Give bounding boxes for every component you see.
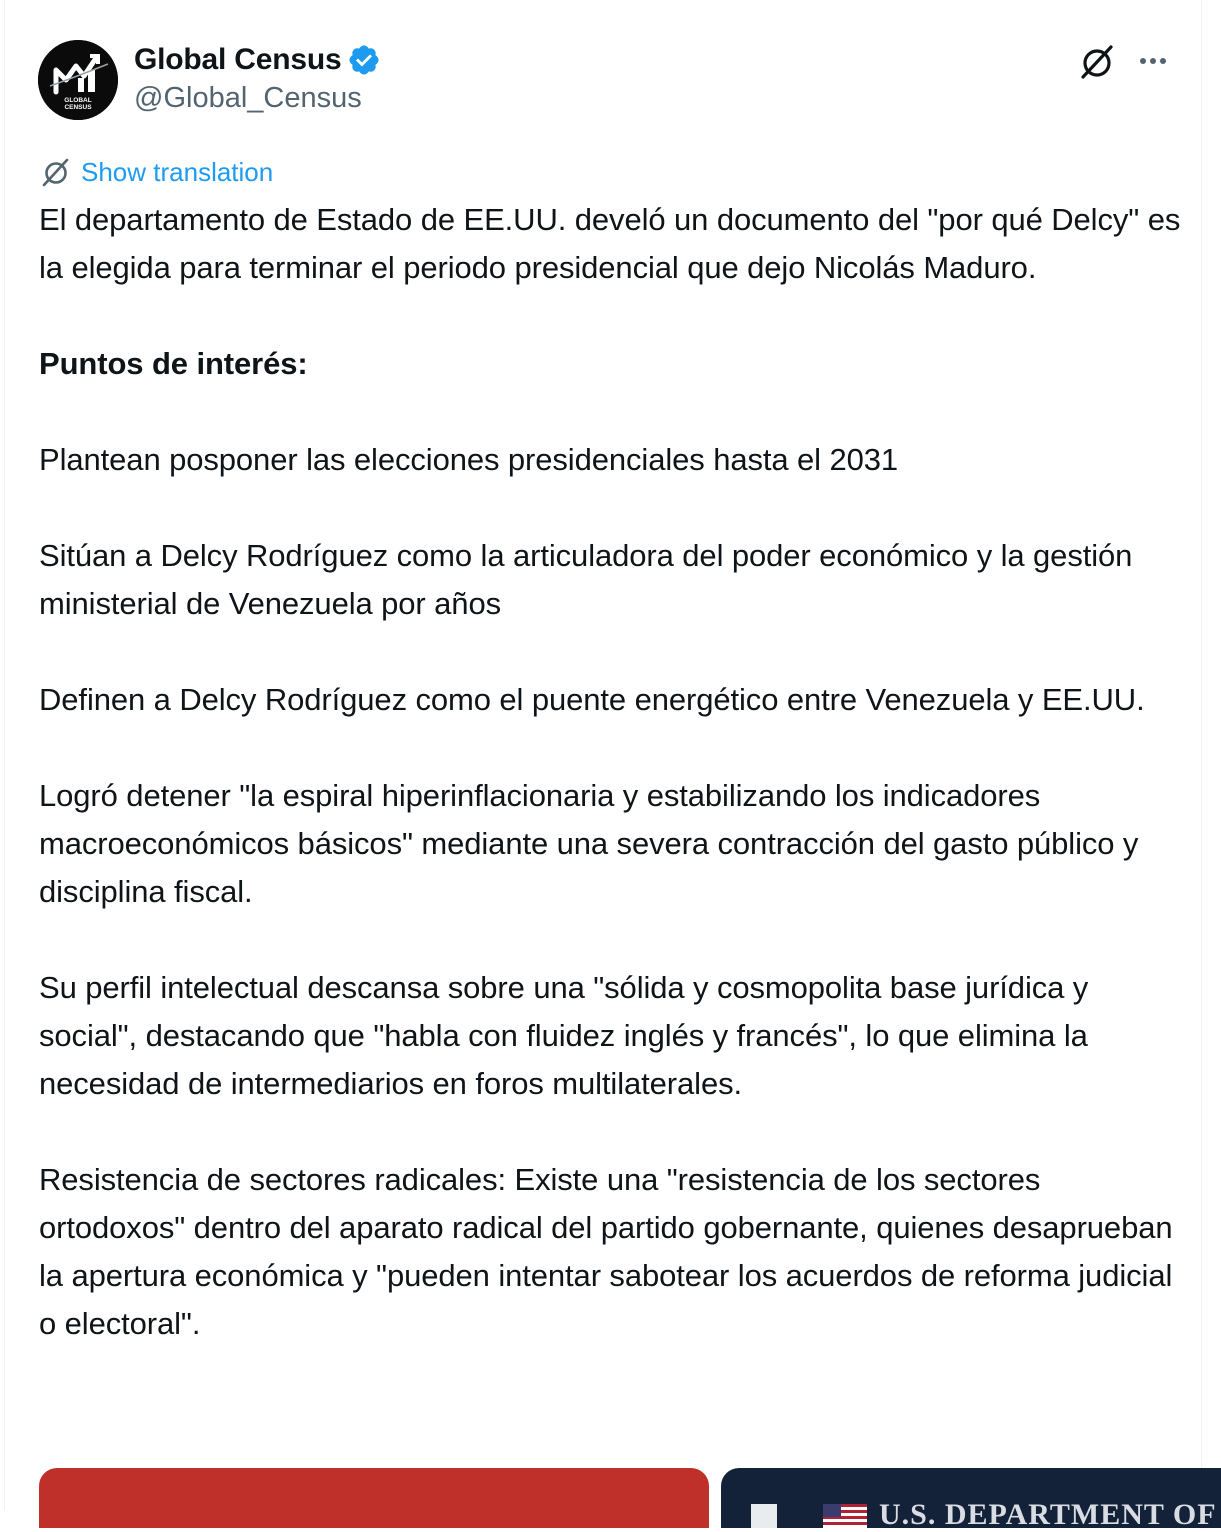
- svg-text:CENSUS: CENSUS: [64, 104, 92, 111]
- post-card: [4, 0, 1217, 1531]
- post-paragraph: Su perfil intelectual descansa sobre una "sólida y cosmopolita base jurídica y social", destacando que "habla con fluidez inglés y francés", lo que elimina la necesidad de intermediarios en foros multilaterales.: [39, 970, 1089, 1101]
- global-census-logo-icon: [38, 40, 118, 120]
- author-handle[interactable]: @Global_Census: [134, 82, 362, 114]
- post-paragraph: Sitúan a Delcy Rodríguez como la articuladora del poder económico y la gestión ministerial de Venezuela por años: [39, 538, 1133, 621]
- post-heading: Puntos de interés:: [39, 346, 308, 381]
- media-caption-text: U.S. DEPARTMENT OF: [879, 1498, 1217, 1531]
- svg-text:GLOBAL: GLOBAL: [64, 97, 92, 104]
- show-translation-link[interactable]: Show translation: [81, 156, 274, 187]
- document-icon: [751, 1504, 777, 1528]
- post-paragraph: Logró detener "la espiral hiperinflacionaria y estabilizando los indicadores macroeconómicos básicos" mediante una severa contracción del gasto público y disciplina fiscal.: [39, 778, 1139, 909]
- more-options-button[interactable]: [1133, 44, 1173, 80]
- translate-icon: [39, 155, 73, 189]
- us-flag-icon: [823, 1504, 867, 1528]
- grok-button[interactable]: [1075, 40, 1119, 84]
- author-name-row: [134, 40, 381, 80]
- show-translation-row[interactable]: [39, 154, 273, 190]
- avatar[interactable]: [38, 40, 118, 120]
- post-paragraph: Resistencia de sectores radicales: Existe una "resistencia de los sectores ortodoxos" dentro del aparato radical del partido gobernante, quienes desaprueban la apertura económica y "pueden intentar sabotear los acuerdos de reforma judicial o electoral".: [39, 1162, 1173, 1341]
- post-paragraph: Plantean posponer las elecciones presidenciales hasta el 2031: [39, 442, 899, 477]
- post-text: [39, 196, 1189, 1396]
- media-image-2[interactable]: [721, 1468, 1221, 1531]
- media-image-1[interactable]: [39, 1468, 709, 1528]
- post-paragraph: Definen a Delcy Rodríguez como el puente energético entre Venezuela y EE.UU.: [39, 682, 1145, 717]
- verified-badge-icon: [347, 43, 381, 77]
- grok-slash-icon: [1075, 40, 1119, 84]
- more-dots-icon: [1133, 44, 1173, 80]
- author-display-name[interactable]: Global Census: [134, 43, 342, 76]
- post-paragraph: El departamento de Estado de EE.UU. develó un documento del "por qué Delcy" es la elegida para terminar el periodo presidencial que dejo Nicolás Maduro.: [39, 202, 1181, 285]
